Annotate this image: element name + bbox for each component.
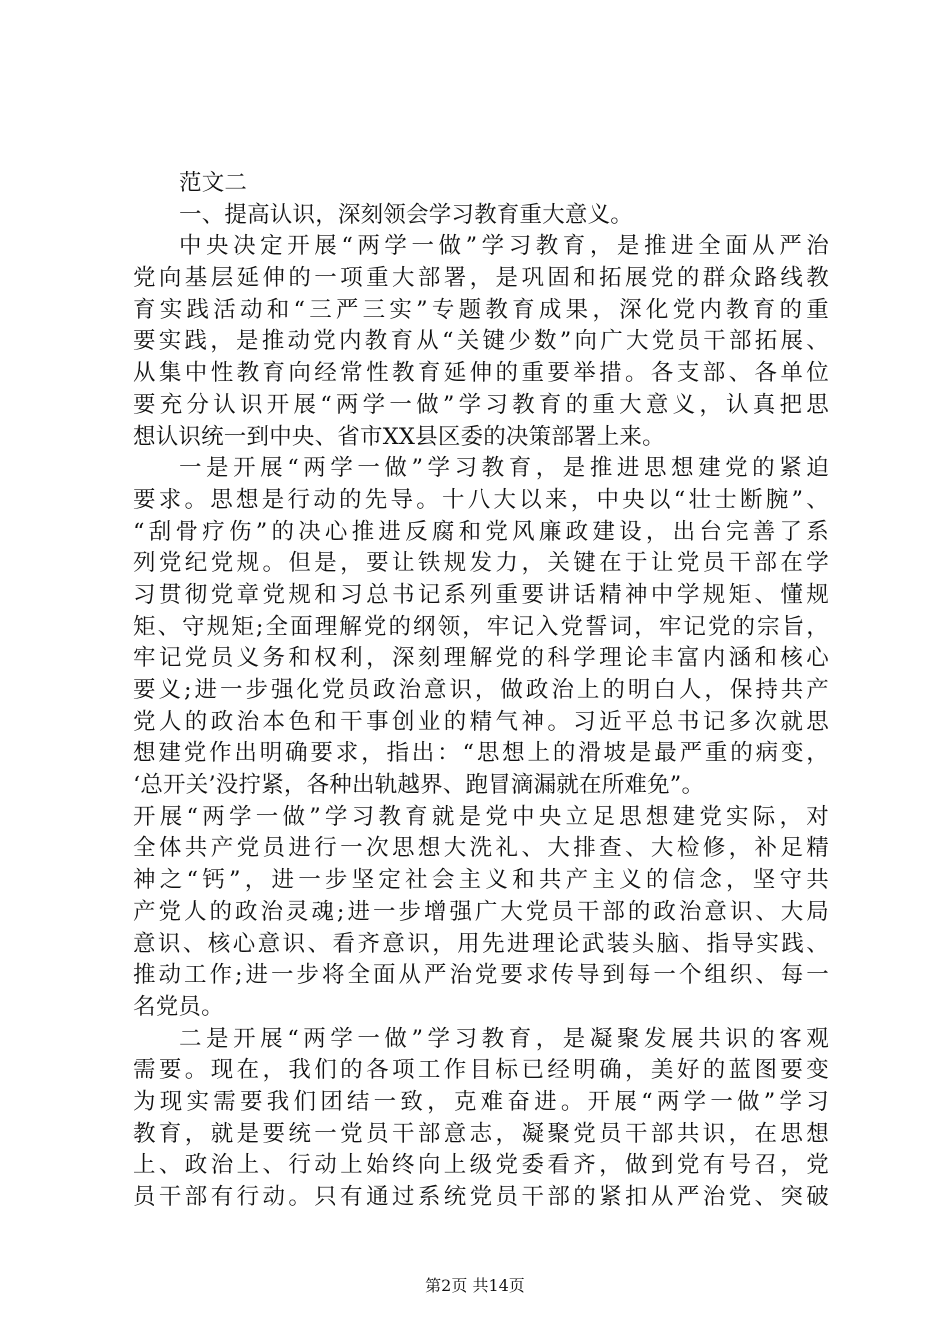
- text-line: 列党纪党规。但是，要让铁规发力，关键在于让党员干部在学: [133, 550, 829, 577]
- text-line: 推动工作;进一步将全面从严治党要求传导到每一个组织、每一: [133, 962, 829, 989]
- text-line: 想建党作出明确要求，指出：“思想上的滑坡是最严重的病变，: [133, 740, 829, 767]
- text-line: 想认识统一到中央、省市XX县区委的决策部署上来。: [133, 423, 665, 450]
- text-line: “刮骨疗伤”的决心推进反腐和党风廉政建设，出台完善了系: [133, 518, 829, 545]
- text-line: 要求。思想是行动的先导。十八大以来，中央以“壮士断腕”、: [133, 486, 829, 513]
- text-line: 中央决定开展“两学一做”学习教育，是推进全面从严治: [179, 233, 829, 260]
- page-footer: 第2页 共14页: [425, 1276, 525, 1295]
- text-line: 二是开展“两学一做”学习教育，是凝聚发展共识的客观: [179, 1025, 829, 1052]
- document-body: [133, 168, 829, 1214]
- text-line: 党人的政治本色和干事创业的精气神。习近平总书记多次就思: [133, 708, 829, 735]
- text-line: 从集中性教育向经常性教育延伸的重要举措。各支部、各单位: [133, 360, 829, 387]
- text-line: 要实践，是推动党内教育从“关键少数”向广大党员干部拓展、: [133, 328, 829, 355]
- text-line: 育实践活动和“三严三实”专题教育成果，深化党内教育的重: [133, 296, 829, 323]
- text-line: 为现实需要我们团结一致，克难奋进。开展“两学一做”学习: [133, 1088, 829, 1115]
- text-line: 上、政治上、行动上始终向上级党委看齐，做到党有号召，党: [133, 1152, 829, 1179]
- text-line: 要充分认识开展“两学一做”学习教育的重大意义，认真把思: [133, 391, 829, 418]
- text-line: 教育，就是要统一党员干部意志，凝聚党员干部共识，在思想: [133, 1120, 829, 1147]
- text-line: 习贯彻党章党规和习总书记系列重要讲话精神中学规矩、懂规: [133, 581, 829, 608]
- text-line: 一、提高认识，深刻领会学习教育重大意义。: [179, 201, 634, 228]
- text-line: 要义;进一步强化党员政治意识，做政治上的明白人，保持共产: [133, 677, 829, 703]
- text-line: 开展“两学一做”学习教育就是党中央立足思想建党实际，对: [133, 803, 829, 830]
- text-line: 牢记党员义务和权利，深刻理解党的科学理论丰富内涵和核心: [133, 645, 829, 672]
- text-line: 产党人的政治灵魂;进一步增强广大党员干部的政治意识、大局: [133, 898, 829, 925]
- text-line: 意识、核心意识、看齐意识，用先进理论武装头脑、指导实践、: [133, 930, 829, 957]
- text-line: 一是开展“两学一做”学习教育，是推进思想建党的紧迫: [179, 455, 829, 482]
- text-line: 范文二: [179, 170, 248, 196]
- text-line: 神之“钙”，进一步坚定社会主义和共产主义的信念，坚守共: [133, 867, 829, 894]
- text-line: 员干部有行动。只有通过系统党员干部的紧扣从严治党、突破: [133, 1184, 829, 1210]
- text-line: 党向基层延伸的一项重大部署，是巩固和拓展党的群众路线教: [133, 265, 829, 292]
- text-line: 需要。现在，我们的各项工作目标已经明确，美好的蓝图要变: [133, 1057, 829, 1084]
- text-line: 矩、守规矩;全面理解党的纲领，牢记入党誓词，牢记党的宗旨，: [133, 613, 829, 640]
- text-line: ‘总开关’没拧紧，各种出轨越界、跑冒滴漏就在所难免”。: [133, 772, 705, 799]
- text-line: 名党员。: [133, 993, 224, 1020]
- text-line: 全体共产党员进行一次思想大洗礼、大排查、大检修，补足精: [133, 835, 829, 862]
